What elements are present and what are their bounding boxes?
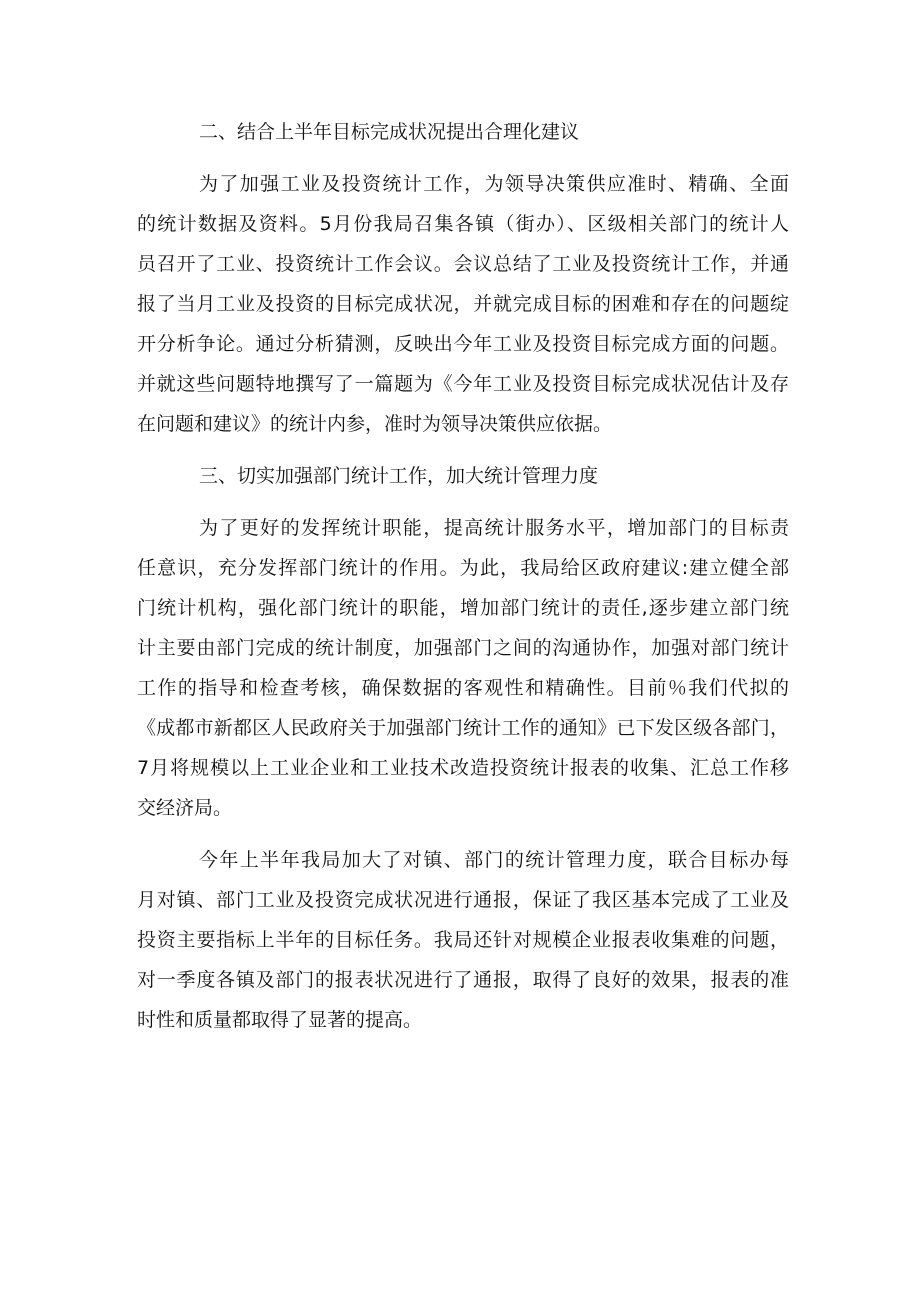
text-line: 今年上半年我局加大了对镇、部门的统计管理力度，联合目标办每 bbox=[199, 849, 789, 871]
text-line: 交经济局。 bbox=[137, 797, 233, 819]
text-line: 报了当月工业及投资的目标完成状况，并就完成目标的困难和存在的问题绽 bbox=[137, 293, 789, 315]
text-line: 并就这些问题特地撰写了一篇题为《今年工业及投资目标完成状况估计及存 bbox=[137, 373, 789, 395]
paragraph-statistics-meeting bbox=[137, 164, 789, 444]
text-line: 7月将规模以上工业企业和工业技术改造投资统计报表的收集、汇总工作移 bbox=[137, 757, 789, 779]
text-line: 员召开了工业、投资统计工作会议。会议总结了工业及投资统计工作，并通 bbox=[137, 253, 789, 275]
text-line: 《成都市新都区人民政府关于加强部门统计工作的通知》已下发区级各部门， bbox=[137, 717, 789, 739]
paragraph-department-statistics bbox=[137, 508, 789, 828]
text-line: 的统计数据及资料。5月份我局召集各镇（街办）、区级相关部门的统计人 bbox=[137, 213, 789, 235]
section-heading-2: 二、结合上半年目标完成状况提出合理化建议 bbox=[199, 121, 580, 143]
text-line: 任意识，充分发挥部门统计的作用。为此，我局给区政府建议:建立健全部 bbox=[137, 557, 789, 579]
document-body bbox=[137, 112, 789, 1040]
text-line: 为了更好的发挥统计职能，提高统计服务水平，增加部门的目标责 bbox=[199, 517, 789, 539]
text-line: 在问题和建议》的统计内参，准时为领导决策供应依据。 bbox=[137, 413, 613, 435]
text-line: 对一季度各镇及部门的报表状况进行了通报，取得了良好的效果，报表的准 bbox=[137, 969, 789, 991]
text-line: 计主要由部门完成的统计制度，加强部门之间的沟通协作，加强对部门统计 bbox=[137, 637, 789, 659]
text-line: 工作的指导和检查考核，确保数据的客观性和精确性。目前％我们代拟的 bbox=[137, 677, 789, 699]
text-line: 门统计机构，强化部门统计的职能，增加部门统计的责任,逐步建立部门统 bbox=[137, 597, 789, 619]
text-line: 投资主要指标上半年的目标任务。我局还针对规模企业报表收集难的问题， bbox=[137, 929, 789, 951]
text-line: 时性和质量都取得了显著的提高。 bbox=[137, 1009, 423, 1031]
section-heading-3: 三、切实加强部门统计工作，加大统计管理力度 bbox=[199, 465, 599, 487]
paragraph-management-strength bbox=[137, 840, 789, 1040]
text-line: 开分析争论。通过分析猜测，反映出今年工业及投资目标完成方面的问题。 bbox=[137, 333, 789, 355]
text-line: 为了加强工业及投资统计工作，为领导决策供应准时、精确、全面 bbox=[199, 173, 789, 195]
text-line: 月对镇、部门工业及投资完成状况进行通报，保证了我区基本完成了工业及 bbox=[137, 889, 789, 911]
